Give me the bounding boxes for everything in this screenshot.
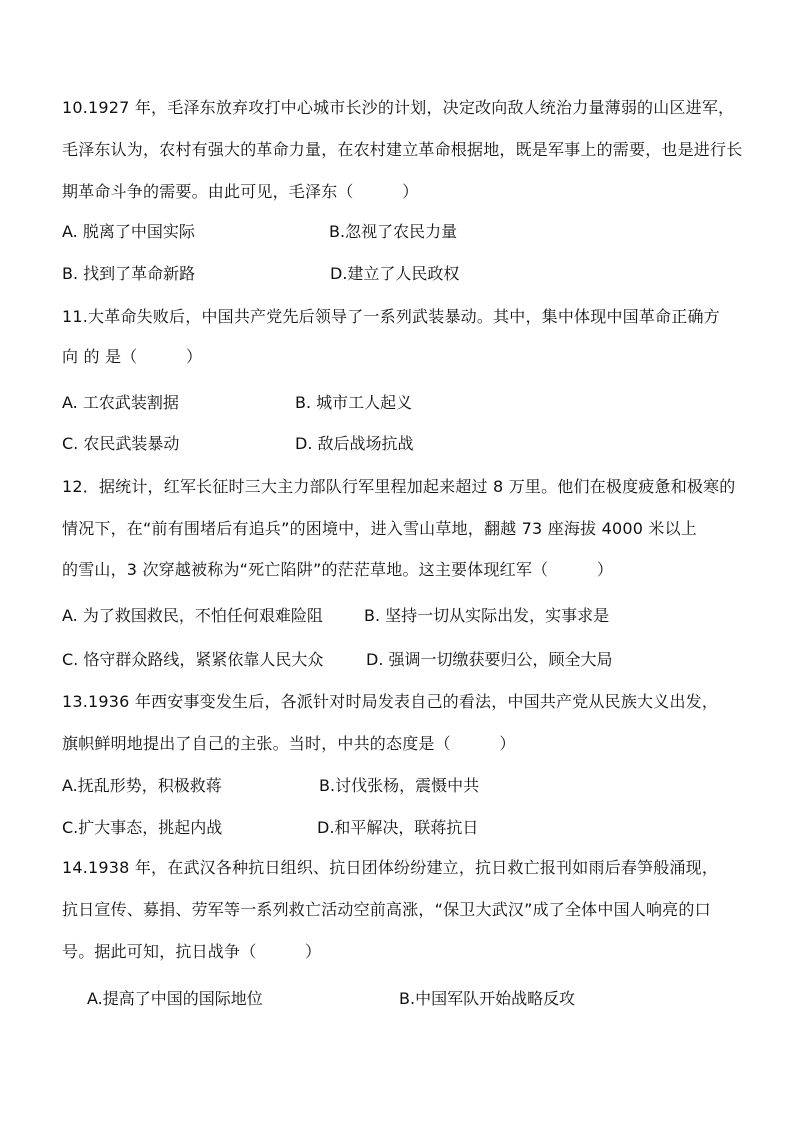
question-12-option-a[interactable]: A. 为了救国救民，不怕任何艰难险阻 [62, 606, 323, 625]
question-12-stem-line-2: 情况下，在“前有围堵后有追兵”的困境中，进入雪山草地，翻越 73 座海拔 4000 米以上 [62, 519, 698, 538]
question-13-option-b[interactable]: B.讨伐张杨，震慑中共 [319, 776, 480, 795]
question-11-option-d[interactable]: D. 敌后战场抗战 [295, 434, 414, 453]
question-14-stem-line-3: 号。据此可知，抗日战争（ ） [62, 942, 322, 961]
question-13-option-d[interactable]: D.和平解决，联蒋抗日 [317, 818, 479, 837]
question-12-option-b[interactable]: B. 坚持一切从实际出发，实事求是 [364, 606, 610, 625]
question-10-option-a[interactable]: A. 脱离了中国实际 [62, 222, 195, 241]
question-10-stem-line-3: 期革命斗争的需要。由此可见，毛泽东（ ） [62, 182, 419, 201]
question-14-stem-line-1: 14.1938 年，在武汉各种抗日组织、抗日团体纷纷建立，抗日救亡报刊如雨后春笋般涌现， [62, 858, 719, 877]
question-12-option-d[interactable]: D. 强调一切缴获要归公，顾全大局 [366, 650, 613, 669]
question-14-option-a[interactable]: A.提高了中国的国际地位 [87, 989, 263, 1008]
question-12-stem-line-3: 的雪山，3 次穿越被称为“死亡陷阱”的茫茫草地。这主要体现红军（ ） [62, 560, 614, 579]
question-10-stem-line-2: 毛泽东认为，农村有强大的革命力量，在农村建立革命根据地，既是军事上的需要，也是进行长 [62, 140, 743, 159]
question-14-option-b[interactable]: B.中国军队开始战略反攻 [399, 989, 576, 1008]
question-10-option-c[interactable]: B. 找到了革命新路 [62, 264, 196, 283]
question-14-stem-line-2: 抗日宣传、募捐、劳军等一系列救亡活动空前高涨，“保卫大武汉”成了全体中国人响亮的口 [62, 900, 711, 919]
question-10-option-b[interactable]: B.忽视了农民力量 [329, 222, 458, 241]
question-10-stem-line-1: 10.1927 年，毛泽东放弃攻打中心城市长沙的计划，决定改向敌人统治力量薄弱的山区进军， [62, 98, 735, 117]
question-13-option-c[interactable]: C.扩大事态，挑起内战 [62, 818, 223, 837]
question-13-stem-line-2: 旗帜鲜明地提出了自己的主张。当时，中共的态度是（ ） [62, 734, 516, 753]
question-11-stem-line-1: 11.大革命失败后，中国共产党先后领导了一系列武装暴动。其中，集中体现中国革命正确方 [62, 307, 720, 326]
question-13-option-a[interactable]: A.抚乱形势，积极救蒋 [62, 776, 222, 795]
question-13-stem-line-1: 13.1936 年西安事变发生后，各派针对时局发表自己的看法，中国共产党从民族大义出发， [62, 692, 719, 711]
question-11-option-b[interactable]: B. 城市工人起义 [295, 393, 413, 412]
question-10-option-d[interactable]: D.建立了人民政权 [330, 264, 460, 283]
question-11-option-a[interactable]: A. 工农武装割据 [62, 393, 179, 412]
question-12-stem-line-1: 12．据统计，红军长征时三大主力部队行军里程加起来超过 8 万里。他们在极度疲惫和极寒的 [62, 477, 736, 496]
question-12-option-c[interactable]: C. 恪守群众路线，紧紧依靠人民大众 [62, 650, 324, 669]
question-11-stem-line-2: 向 的 是（ ） [62, 347, 203, 366]
question-11-option-c[interactable]: C. 农民武装暴动 [62, 434, 180, 453]
